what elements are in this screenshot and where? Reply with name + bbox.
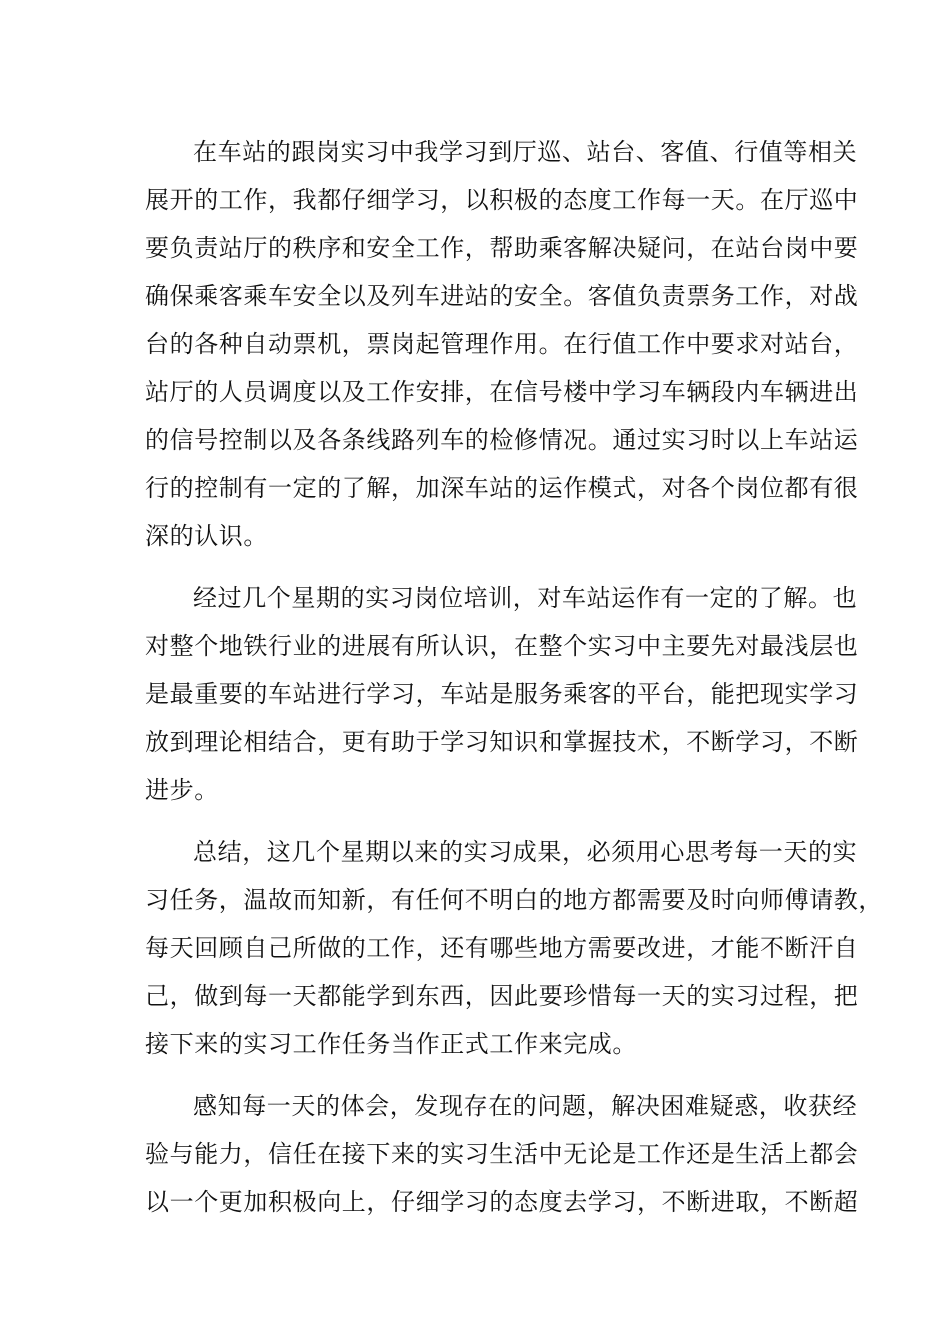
text-line: 感知每一天的体会，发现存在的问题，解决困难疑惑，收获经 — [193, 1092, 858, 1120]
text-line: 确保乘客乘车安全以及列车进站的安全。客值负责票务工作，对战 — [145, 282, 859, 310]
paragraph-2 — [145, 574, 859, 814]
paragraph-3 — [145, 828, 883, 1068]
text-line: 放到理论相结合，更有助于学习知识和掌握技术，不断学习，不断 — [145, 728, 859, 756]
text-line: 展开的工作，我都仔细学习，以积极的态度工作每一天。在厅巡中 — [145, 186, 859, 214]
text-line: 行的控制有一定的了解，加深车站的运作模式，对各个岗位都有很 — [145, 474, 859, 502]
text-line: 验与能力，信任在接下来的实习生活中无论是工作还是生活上都会 — [145, 1140, 859, 1168]
text-line: 要负责站厅的秩序和安全工作，帮助乘客解决疑问，在站台岗中要 — [145, 234, 859, 262]
text-line: 站厅的人员调度以及工作安排，在信号楼中学习车辆段内车辆进出 — [145, 378, 859, 406]
text-line: 在车站的跟岗实习中我学习到厅巡、站台、客值、行值等相关 — [193, 138, 858, 166]
text-line: 的信号控制以及各条线路列车的检修情况。通过实习时以上车站运 — [145, 426, 859, 454]
text-line: 总结，这几个星期以来的实习成果，必须用心思考每一天的实 — [193, 838, 858, 866]
text-line: 经过几个星期的实习岗位培训，对车站运作有一定的了解。也 — [193, 584, 858, 612]
text-line: 以一个更加积极向上，仔细学习的态度去学习，不断进取，不断超 — [145, 1188, 859, 1216]
text-line: 深的认识。 — [145, 522, 268, 550]
text-line: 己，做到每一天都能学到东西，因此要珍惜每一天的实习过程，把 — [145, 982, 859, 1010]
text-line: 接下来的实习工作任务当作正式工作来完成。 — [145, 1030, 637, 1058]
text-line: 是最重要的车站进行学习，车站是服务乘客的平台，能把现实学习 — [145, 680, 859, 708]
paragraph-4 — [145, 1082, 859, 1226]
text-line: 台的各种自动票机，票岗起管理作用。在行值工作中要求对站台， — [145, 330, 859, 358]
text-line: 习任务，温故而知新，有任何不明白的地方都需要及时向师傅请教， — [145, 886, 883, 914]
text-line: 对整个地铁行业的进展有所认识，在整个实习中主要先对最浅层也 — [145, 632, 859, 660]
document-body — [145, 128, 883, 1226]
paragraph-1 — [145, 128, 859, 560]
text-line: 每天回顾自己所做的工作，还有哪些地方需要改进，才能不断汗自 — [145, 934, 859, 962]
text-line: 进步。 — [145, 776, 219, 804]
